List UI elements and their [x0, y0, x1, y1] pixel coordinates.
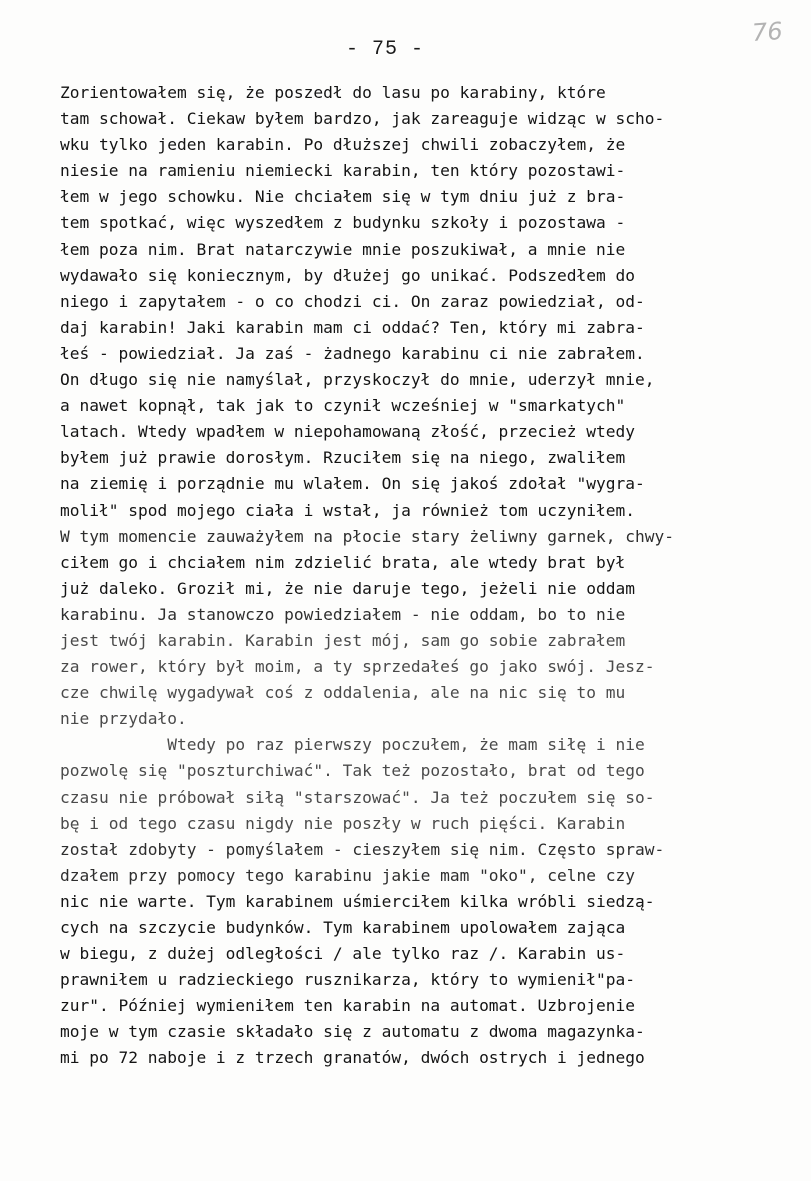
text-line: cych na szczycie budynków. Tym karabinem upolowałem zająca: [60, 918, 626, 937]
page-number: - 75 -: [345, 38, 424, 61]
text-line: moje w tym czasie składało się z automatu z dwoma magazynka-: [60, 1022, 645, 1042]
text-line: niego i zapytałem - o co chodzi ci. On zaraz powiedział, od-: [60, 291, 645, 311]
text-line: prawniłem u radzieckiego rusznikarza, który to wymienił"pa-: [60, 970, 635, 990]
text-line: W tym momencie zauważyłem na płocie stary żeliwny garnek, chwy-: [60, 526, 674, 546]
text-line: latach. Wtedy wpadłem w niepohamowaną złość, przecież wtedy: [60, 422, 635, 442]
text-line: mi po 72 naboje i z trzech granatów, dwóch ostrych i jednego: [60, 1048, 645, 1068]
text-line: zur". Później wymieniłem ten karabin na automat. Uzbrojenie: [60, 996, 635, 1016]
text-line: wydawało się koniecznym, by dłużej go unikać. Podszedłem do: [60, 265, 635, 285]
text-line: niesie na ramieniu niemiecki karabin, ten który pozostawi-: [60, 161, 626, 181]
text-line: tem spotkać, więc wyszedłem z budynku szkoły i pozostawa -: [60, 213, 626, 233]
text-line: już daleko. Groził mi, że nie daruje tego, jeżeli nie oddam: [60, 578, 635, 598]
text-line: czasu nie próbował siłą "starszować". Ja też poczułem się so-: [60, 787, 655, 807]
text-line: nie przydało.: [60, 709, 187, 729]
text-line: karabinu. Ja stanowczo powiedziałem - nie oddam, bo to nie: [60, 604, 626, 624]
text-line: łem w jego schowku. Nie chciałem się w tym dniu już z bra-: [60, 187, 626, 207]
text-line: na ziemię i porządnie mu wlałem. On się jakoś zdołał "wygra-: [60, 474, 645, 494]
text-line: byłem już prawie dorosłym. Rzuciłem się na niego, zwaliłem: [60, 448, 626, 468]
text-line: On długo się nie namyślał, przyskoczył do mnie, uderzył mnie,: [60, 370, 655, 390]
text-line: wku tylko jeden karabin. Po dłuższej chwili zobaczyłem, że: [60, 135, 626, 155]
text-line: dzałem przy pomocy tego karabinu jakie mam "oko", celne czy: [60, 865, 635, 885]
text-line: został zdobyty - pomyślałem - cieszyłem się nim. Często spraw-: [60, 839, 665, 859]
body-text: [60, 80, 780, 1072]
text-line: molił" spod mojego ciała i wstał, ja również tom uczyniłem.: [60, 500, 635, 520]
text-line: za rower, który był moim, a ty sprzedałeś go jako swój. Jesz-: [60, 657, 655, 677]
text-line: Zorientowałem się, że poszedł do lasu po karabiny, które: [60, 83, 606, 102]
text-line: bę i od tego czasu nigdy nie poszły w ruch pięści. Karabin: [60, 813, 626, 833]
text-line: łem poza nim. Brat natarczywie mnie poszukiwał, a mnie nie: [60, 239, 626, 259]
text-line: cze chwilę wygadywał coś z oddalenia, ale na nic się to mu: [60, 683, 626, 703]
text-line: nic nie warte. Tym karabinem uśmierciłem kilka wróbli siedzą-: [60, 891, 655, 911]
text-line: łeś - powiedział. Ja zaś - żadnego karabinu ci nie zabrałem.: [60, 343, 645, 363]
text-line: a nawet kopnął, tak jak to czynił wcześniej w "smarkatych": [60, 396, 626, 416]
text-line: w biegu, z dużej odległości / ale tylko raz /. Karabin us-: [60, 944, 626, 964]
text-line: daj karabin! Jaki karabin mam ci oddać? Ten, który mi zabra-: [60, 317, 645, 337]
text-line: tam schował. Ciekaw byłem bardzo, jak zareaguje widząc w scho-: [60, 109, 665, 129]
text-line: Wtedy po raz pierwszy poczułem, że mam siłę i nie: [60, 735, 645, 755]
text-line: jest twój karabin. Karabin jest mój, sam go sobie zabrałem: [60, 630, 626, 650]
text-line: ciłem go i chciałem nim zdzielić brata, ale wtedy brat był: [60, 552, 626, 572]
archive-page-number: 76: [751, 16, 784, 48]
text-line: pozwolę się "poszturchiwać". Tak też pozostało, brat od tego: [60, 761, 645, 781]
